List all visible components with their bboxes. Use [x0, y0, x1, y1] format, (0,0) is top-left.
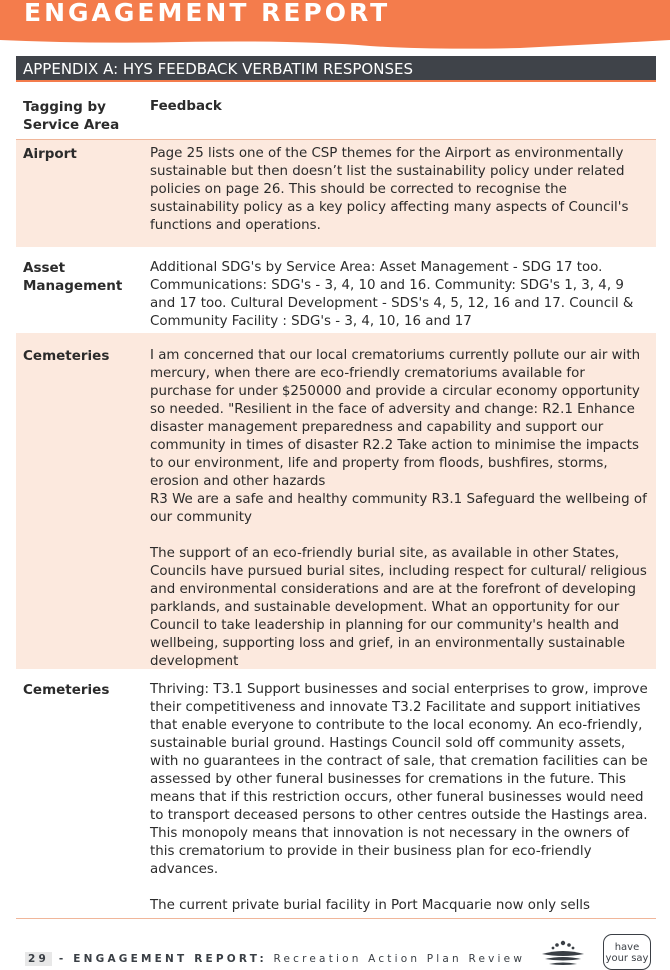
- feedback-cell: Page 25 lists one of the CSP themes for the Airport as environmentally sustainable but then doesn’t list the sustainability policy under related policies on page 26. This should be corrected to recognise the sustainability policy as a key policy affecting many aspects of Council's functions and operations.: [150, 146, 629, 233]
- table-header-row: [16, 94, 656, 140]
- table-row: [16, 247, 656, 333]
- table-row: [16, 333, 656, 669]
- column-header-tagging: Tagging by Service Area: [23, 99, 120, 133]
- table-row: [16, 140, 656, 247]
- feedback-cell: Additional SDG's by Service Area: Asset Management - SDG 17 too. Communications: SDG's - 3, 4, 10 and 16. Community: SDG's 1, 3, 4, 9 and 17 too. Cultural Development - SDS's 4, 5, 12, 16 and 17. Council & Community Facility : SDG's - 3, 4, 10, 16 and 17: [150, 260, 634, 329]
- have-your-say-logo: [603, 934, 651, 970]
- service-area-cell: Asset Management: [23, 260, 123, 294]
- feedback-cell: Thriving: T3.1 Support businesses and social enterprises to grow, improve their competitiveness and innovate T3.2 Facilitate and support initiatives that enable everyone to contribute to the local economy. An eco-friendly, sustainable burial ground. Hastings Council sold off community assets, with no guarantees in the contract of sale, that cremation facilities can be assessed by other funeral businesses for cremations in the future. This means that if this restriction occurs, other funeral businesses would need to transport deceased persons to other centres outside the Hastings area. This monopoly means that innovation is not necessary in the owners of this crematorium to provide in their business plan for eco-friendly advances. The current private burial facility in Port Macquarie now only sells: [150, 682, 648, 913]
- report-title: ENGAGEMENT REPORT: [24, 0, 391, 27]
- footer-report-subtitle: Recreation Action Plan Review: [273, 953, 526, 965]
- hys-line-2: your say: [605, 953, 649, 964]
- feedback-cell: I am concerned that our local crematoriums currently pollute our air with mercury, when there are eco-friendly crematoriums available for purchase for under $250000 and provide a circular economy opportunity so needed. "Resilient in the face of adversity and change: R2.1 Enhance disaster management preparedness and capability and support our community in times of disaster R2.2 Take action to minimise the impacts to our environment, life and property from floods, bushfires, storms, erosion and other hazards R3 We are a safe and healthy community R3.1 Safeguard the wellbeing of our community The support of an eco-friendly burial site, as available in other States, Councils have pursued burial sites, including respect for cultural/ religious and environmental considerations and are at the forefront of developing parklands, and sustainable development. What an opportunity for our Council to take leadership in planning for our community's health and wellbeing, supporting loss and grief, in an environmentally sustainable development: [150, 348, 647, 669]
- column-header-feedback: Feedback: [150, 99, 222, 114]
- page-footer: [25, 953, 525, 965]
- footer-report-label: ENGAGEMENT REPORT:: [73, 953, 267, 965]
- appendix-title: APPENDIX A: HYS FEEDBACK VERBATIM RESPONSES: [23, 60, 413, 78]
- hys-line-1: have: [614, 942, 640, 953]
- service-area-cell: Cemeteries: [23, 348, 110, 364]
- table-row: [16, 669, 656, 919]
- page-number: 29: [25, 952, 52, 966]
- service-area-cell: Cemeteries: [23, 682, 110, 698]
- appendix-heading-bar: [16, 56, 656, 82]
- feedback-table: [16, 94, 656, 919]
- port-macquarie-hastings-logo-icon: [536, 934, 590, 970]
- footer-separator: -: [52, 953, 74, 965]
- service-area-cell: Airport: [23, 146, 77, 162]
